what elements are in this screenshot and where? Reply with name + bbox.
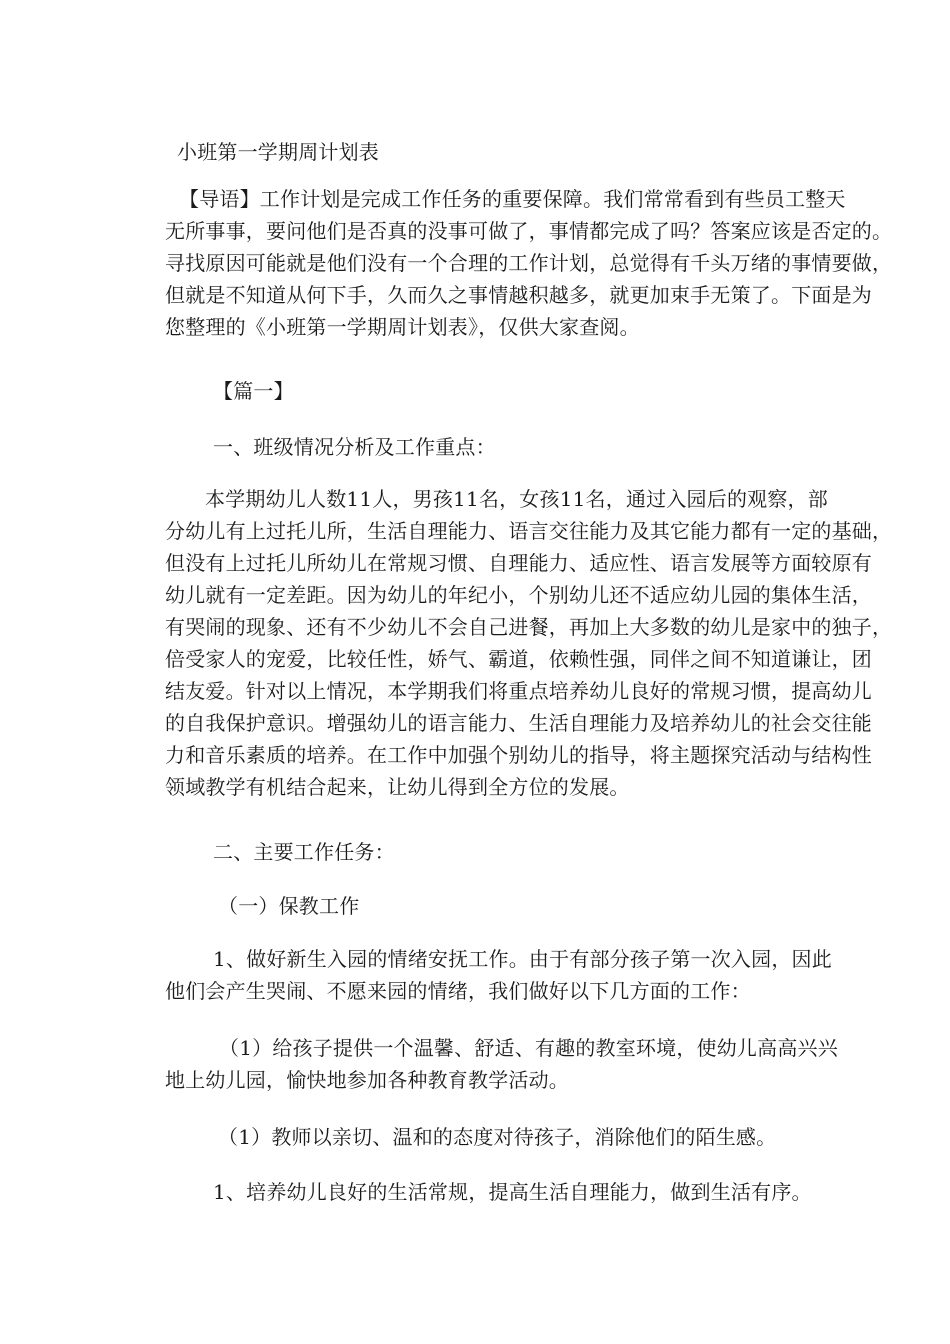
section1-line: 有哭闹的现象、还有不少幼儿不会自己进餐，再加上大多数的幼儿是家中的独子， xyxy=(165,615,893,639)
section2-heading: 二、主要工作任务： xyxy=(213,840,395,864)
item1-line: 他们会产生哭闹、不愿来园的情绪，我们做好以下几方面的工作： xyxy=(165,979,751,1003)
section1-line: 但没有上过托儿所幼儿在常规习惯、自理能力、适应性、语言发展等方面较原有 xyxy=(165,551,872,575)
section1-line: 倍受家人的宠爱，比较任性，娇气、霸道，依赖性强，同伴之间不知道谦让，团 xyxy=(165,647,872,671)
intro-line: 【导语】工作计划是完成工作任务的重要保障。我们常常看到有些员工整天 xyxy=(179,187,846,211)
section1-paragraph xyxy=(165,483,893,803)
section1-line: 分幼儿有上过托儿所，生活自理能力、语言交往能力及其它能力都有一定的基础， xyxy=(165,519,893,543)
intro-line: 寻找原因可能就是他们没有一个合理的工作计划，总觉得有千头万绪的事情要做， xyxy=(165,251,893,275)
item1a-line: （1）给孩子提供一个温馨、舒适、有趣的教室环境，使幼儿高高兴兴 xyxy=(219,1036,838,1060)
item1-line: 1、做好新生入园的情绪安抚工作。由于有部分孩子第一次入园，因此 xyxy=(213,947,832,971)
subsection1-heading: （一）保教工作 xyxy=(218,894,360,918)
section1-heading: 一、班级情况分析及工作重点： xyxy=(213,435,496,459)
section1-line: 领域教学有机结合起来，让幼儿得到全方位的发展。 xyxy=(165,775,630,799)
section1-line: 结友爱。针对以上情况，本学期我们将重点培养幼儿良好的常规习惯，提高幼儿 xyxy=(165,679,872,703)
section1-line: 幼儿就有一定差距。因为幼儿的年纪小，个别幼儿还不适应幼儿园的集体生活， xyxy=(165,583,872,607)
document-title: 小班第一学期周计划表 xyxy=(177,140,379,164)
item1b-paragraph: （1）教师以亲切、温和的态度对待孩子，消除他们的陌生感。 xyxy=(218,1125,777,1149)
item1-paragraph xyxy=(165,943,832,1007)
item1a-line: 地上幼儿园，愉快地参加各种教育教学活动。 xyxy=(165,1068,569,1092)
item2-paragraph: 1、培养幼儿良好的生活常规，提高生活自理能力，做到生活有序。 xyxy=(213,1180,812,1204)
item1a-paragraph xyxy=(165,1032,838,1096)
part-heading: 【篇一】 xyxy=(213,379,294,403)
section1-line: 的自我保护意识。增强幼儿的语言能力、生活自理能力及培养幼儿的社会交往能 xyxy=(165,711,872,735)
section1-line: 力和音乐素质的培养。在工作中加强个别幼儿的指导，将主题探究活动与结构性 xyxy=(165,743,872,767)
intro-line: 您整理的《小班第一学期周计划表》，仅供大家查阅。 xyxy=(165,315,640,339)
intro-paragraph xyxy=(165,183,893,343)
intro-line: 但就是不知道从何下手，久而久之事情越积越多，就更加束手无策了。下面是为 xyxy=(165,283,872,307)
intro-line: 无所事事，要问他们是否真的没事可做了，事情都完成了吗？答案应该是否定的。 xyxy=(165,219,893,243)
section1-line: 本学期幼儿人数11人，男孩11名，女孩11名，通过入园后的观察，部 xyxy=(205,487,828,511)
